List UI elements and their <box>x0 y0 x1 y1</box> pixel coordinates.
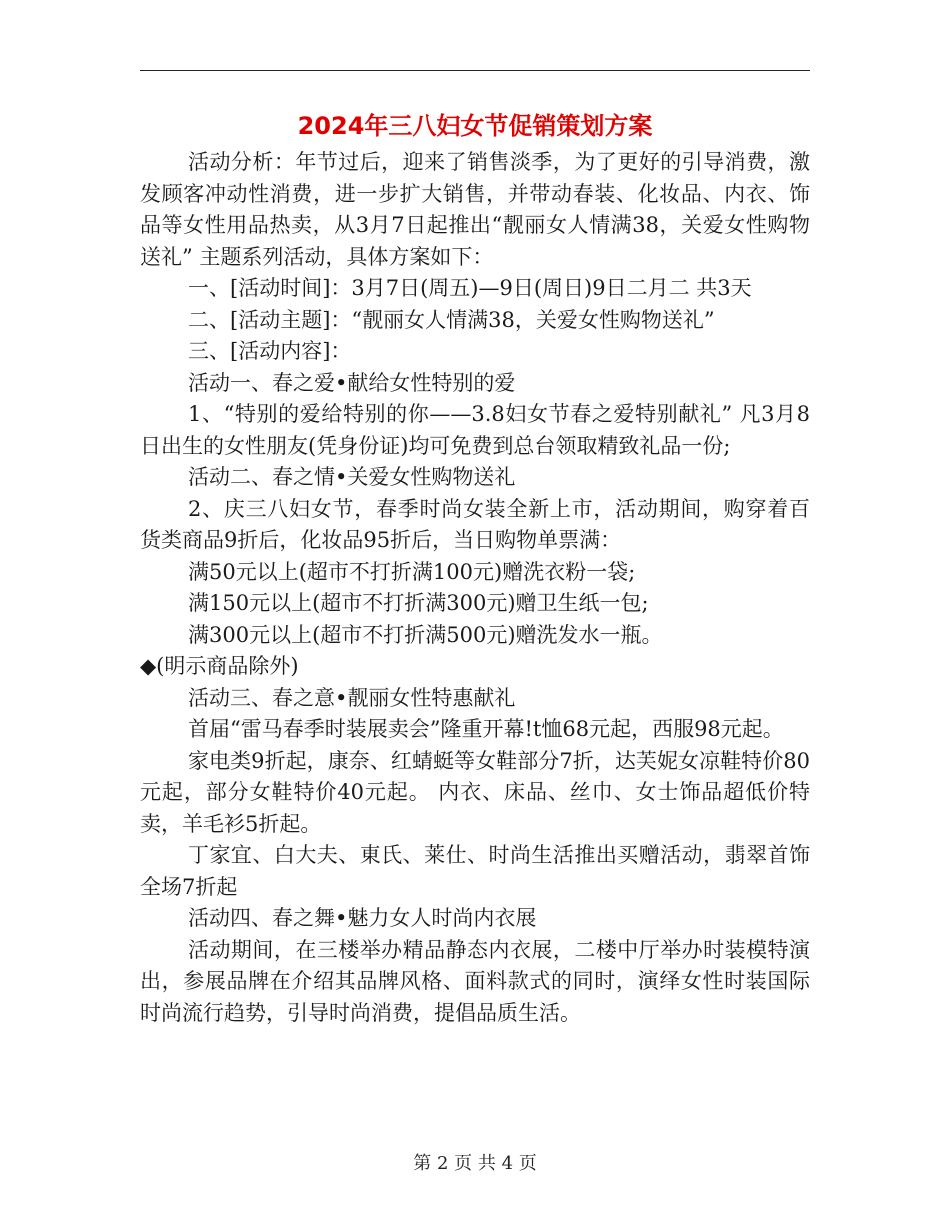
paragraph-activity-content: 三、[活动内容]： <box>188 339 352 363</box>
paragraph-fashion-show: 首届“雷马春季时装展卖会”隆重开幕!t恤68元起，西服98元起。 <box>188 717 784 741</box>
paragraph-lingerie-show: 活动期间，在三楼举办精品静态内衣展，二楼中厅举办时装模特演出，参展品牌在介绍其品牌风格、面料款式的同时，演绎女性时装国际时尚流行趋势，引导时尚消费，提倡品质生活。 <box>140 937 810 1025</box>
document-body <box>140 147 810 1029</box>
paragraph-activity-two-heading: 活动二、春之情•关爱女性购物送礼 <box>188 465 516 489</box>
paragraph-activity-theme: 二、[活动主题]：“靓丽女人情满38，关爱女性购物送礼” <box>188 307 715 332</box>
paragraph-activity-three-heading: 活动三、春之意•靓丽女性特惠献礼 <box>188 685 516 710</box>
paragraph-activity-one-heading: 活动一、春之爱•献给女性特别的爱 <box>188 370 516 395</box>
paragraph-activity-one-detail: 1、“特别的爱给特别的你——3.8妇女节春之爱特别献礼” 凡3月8日出生的女性朋友(凭身份证)均可免费到总台领取精致礼品一份; <box>140 402 810 458</box>
paragraph-brands: 丁家宜、白大夫、東氏、莱仕、时尚生活推出买赠活动，翡翠首饰全场7折起 <box>140 843 810 899</box>
paragraph-activity-two-detail: 2、庆三八妇女节，春季时尚女装全新上市，活动期间，购穿着百货类商品9折后，化妆品95折后，当日购物单票满： <box>140 496 810 552</box>
header-rule <box>140 70 810 71</box>
page-number-footer: 第 2 页 共 4 页 <box>413 1153 537 1174</box>
document-title: 2024年三八妇女节促销策划方案 <box>297 112 653 140</box>
paragraph-activity-time: 一、[活动时间]：3月7日(周五)—9日(周日)9日二月二 共3天 <box>188 276 752 300</box>
paragraph-tier-300: 满300元以上(超市不打折满500元)赠洗发水一瓶。 <box>188 622 663 647</box>
paragraph-discounts: 家电类9折起，康奈、红蜻蜓等女鞋部分7折，达芙妮女凉鞋特价80元起，部分女鞋特价40元起。 内衣、床品、丝巾、女士饰品超低价特卖，羊毛衫5折起。 <box>140 748 810 836</box>
paragraph-activity-four-heading: 活动四、春之舞•魅力女人时尚内衣展 <box>188 906 537 930</box>
paragraph-exclusion-note: ◆(明示商品除外) <box>140 654 299 678</box>
paragraph-tier-50: 满50元以上(超市不打折满100元)赠洗衣粉一袋; <box>188 559 636 584</box>
paragraph-tier-150: 满150元以上(超市不打折满300元)赠卫生纸一包; <box>188 591 649 615</box>
paragraph-analysis: 活动分析：年节过后，迎来了销售淡季，为了更好的引导消费，激发顾客冲动性消费，进一步扩大销售，并带动春装、化妆品、内衣、饰品等女性用品热卖，从3月7日起推出“靓丽女人情满38，关爱女性购物送礼” 主题系列活动，具体方案如下： <box>140 150 810 269</box>
